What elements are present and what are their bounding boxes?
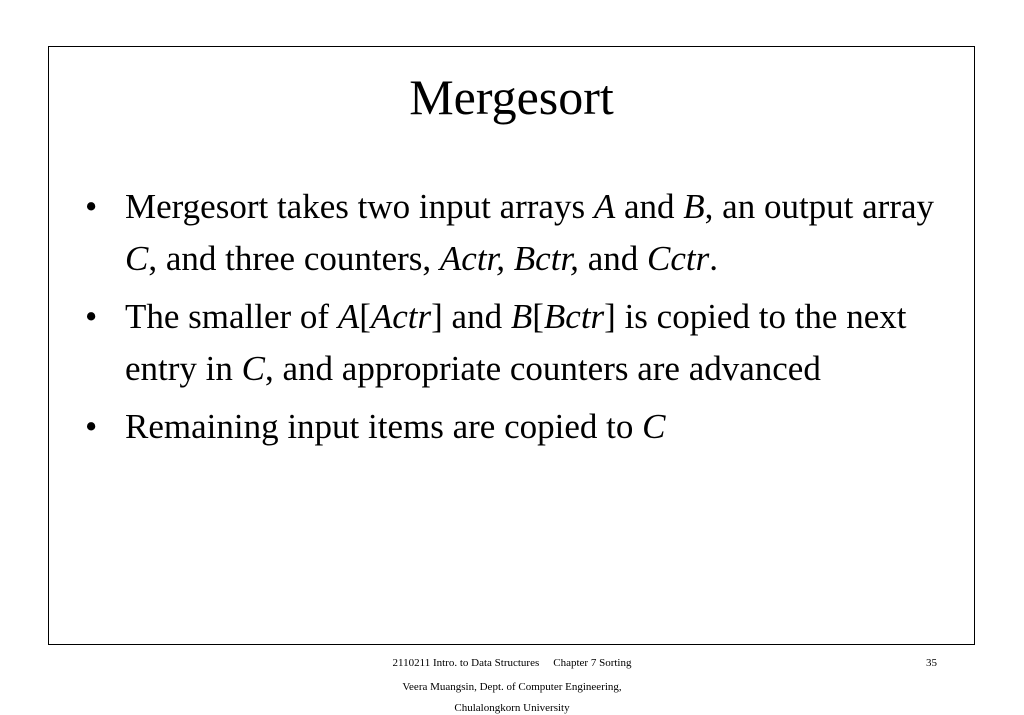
bullet-italic-segment: B <box>683 187 705 226</box>
bullet-text <box>125 407 665 446</box>
page-number: 35 <box>926 657 937 669</box>
bullet-segment: Mergesort takes two input arrays <box>125 187 594 226</box>
bullet-mark: • <box>85 187 98 226</box>
bullet-italic-segment: Actr <box>370 297 432 336</box>
bullet-segment: [ <box>359 297 371 336</box>
bullet-segment: , and appropriate counters are advanced <box>265 349 821 388</box>
bullet-segment: ] is copied to the next entry in <box>125 297 907 388</box>
bullet-segment: ] and <box>431 297 511 336</box>
bullet-segment: The smaller of <box>125 297 338 336</box>
bullet-item <box>85 291 965 395</box>
footer-university: Chulalongkorn University <box>454 702 570 714</box>
bullet-list <box>85 181 965 459</box>
bullet-item <box>85 401 965 453</box>
bullet-italic-segment: C <box>642 407 666 446</box>
footer-course-line <box>0 657 1024 670</box>
bullet-segment: and <box>578 239 647 278</box>
bullet-segment: Remaining input items are copied to <box>125 407 643 446</box>
bullet-segment: and <box>615 187 684 226</box>
bullet-item <box>85 181 965 285</box>
bullet-italic-segment: Bctr <box>543 297 605 336</box>
slide-title: Mergesort <box>409 69 614 125</box>
bullet-text <box>125 297 906 388</box>
bullet-mark: • <box>85 297 98 336</box>
footer-course: 2110211 Intro. to Data Structures <box>392 657 540 669</box>
bullet-italic-segment: Cctr <box>646 239 710 278</box>
footer-chapter: Chapter 7 Sorting <box>553 657 632 669</box>
bullet-italic-segment: Actr, Bctr, <box>439 239 579 278</box>
bullet-italic-segment: A <box>337 297 360 336</box>
bullet-segment: , an output array <box>704 187 935 226</box>
bullet-segment: , and three counters, <box>148 239 440 278</box>
footer-author: Veera Muangsin, Dept. of Computer Engineering, <box>402 681 622 693</box>
bullet-segment: . <box>709 239 718 278</box>
bullet-italic-segment: C <box>125 239 149 278</box>
bullet-italic-segment: C <box>241 349 265 388</box>
bullet-segment: [ <box>532 297 544 336</box>
bullet-text <box>125 187 934 278</box>
bullet-mark: • <box>85 407 98 446</box>
slide-frame <box>48 46 975 645</box>
bullet-italic-segment: A <box>593 187 616 226</box>
bullet-italic-segment: B <box>510 297 533 336</box>
